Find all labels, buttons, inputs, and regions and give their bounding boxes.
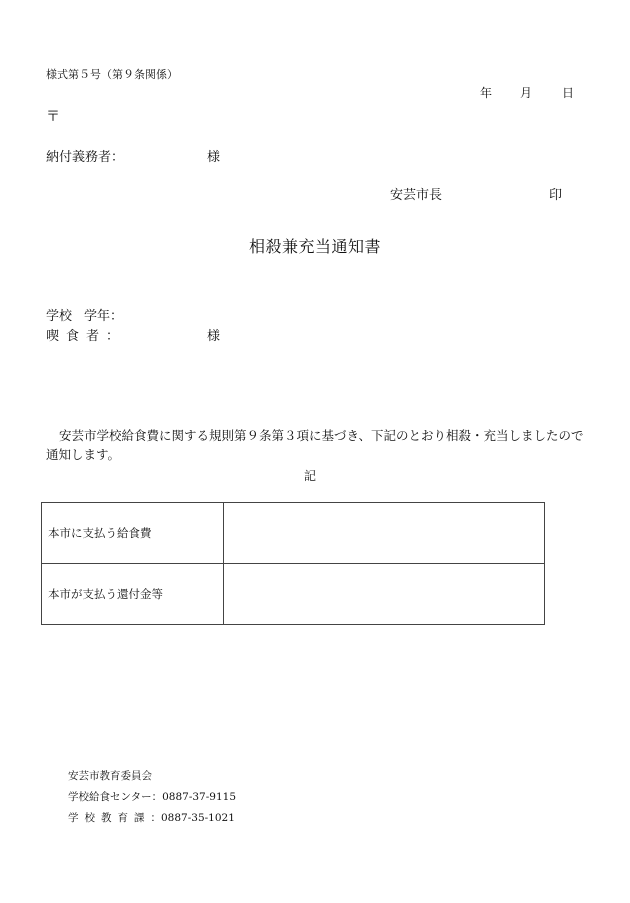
amount-table	[41, 502, 545, 625]
footer-org: 安芸市教育委員会	[68, 770, 152, 782]
eater-honorific: 様	[207, 329, 221, 344]
date-day-label: 日	[562, 86, 575, 100]
eater-label: 喫食者：	[46, 329, 127, 344]
footer-center-phone: ：0887-37-9115	[151, 791, 236, 803]
table-row	[42, 564, 545, 625]
footer-section-name: 学校教育課	[68, 812, 151, 824]
date-month-label: 月	[520, 86, 533, 100]
footer-section-phone: ：0887-35-1021	[150, 812, 235, 824]
school-label: 学校	[46, 309, 73, 324]
table-cell-value	[224, 564, 545, 625]
table-cell-label: 本市が支払う還付金等	[42, 564, 224, 625]
school-grade-line	[46, 305, 123, 324]
payer-honorific: 様	[207, 150, 221, 165]
issuer-name: 安芸市長	[390, 188, 443, 203]
footer-section-line	[68, 810, 235, 825]
date-year-label: 年	[480, 86, 493, 100]
postal-mark: 〒	[46, 109, 60, 125]
ki-mark: 記	[304, 469, 317, 483]
document-title: 相殺兼充当通知書	[248, 237, 381, 256]
payer-label: 納付義務者：	[46, 150, 125, 165]
grade-label: 学年：	[84, 309, 124, 324]
footer-center-line	[68, 789, 236, 804]
footer-center-name: 学校給食センター	[68, 791, 152, 803]
notice-body-text: 安芸市学校給食費に関する規則第９条第３項に基づき、下記のとおり相殺・充当しましたので通知します。	[46, 428, 584, 462]
table-cell-value	[224, 503, 545, 564]
seal-mark: 印	[549, 188, 563, 203]
table-cell-label: 本市に支払う給食費	[42, 503, 224, 564]
form-number: 様式第５号（第９条関係）	[46, 68, 178, 81]
table-row	[42, 503, 545, 564]
